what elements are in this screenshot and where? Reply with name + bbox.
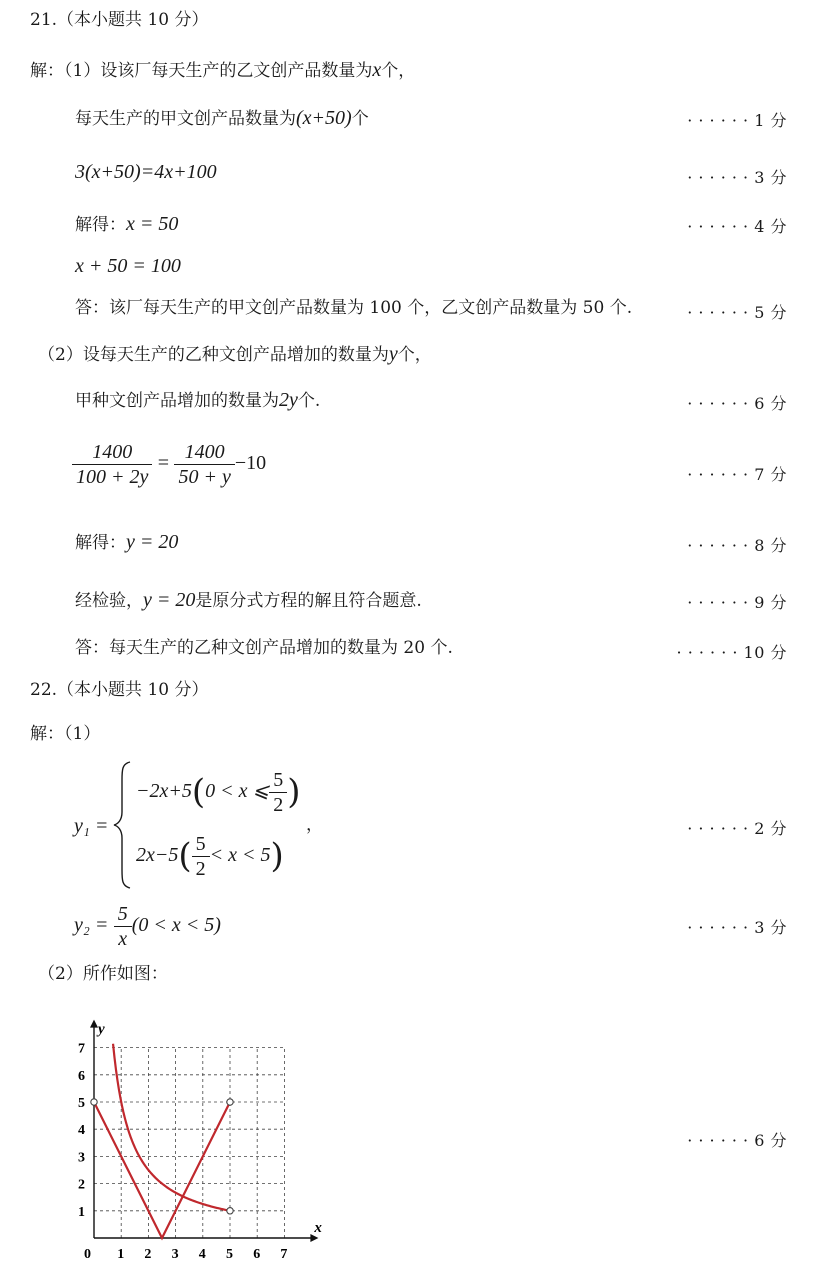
q22-y1-case1-frac-num: 5 [269, 768, 287, 793]
series-y2-open-point-0 [227, 1208, 233, 1214]
q21-part1-intro [30, 58, 415, 82]
q22-part1-intro: 解：（1） [30, 724, 101, 744]
x-tick-label-5: 5 [226, 1247, 233, 1262]
x-tick-label-1: 1 [117, 1247, 125, 1262]
series-y1-line [94, 1102, 230, 1238]
q21-score-3: · · · · · · 3 分 [687, 168, 787, 187]
q22-y1-case2-frac [192, 832, 210, 881]
y-axis-arrow [90, 1020, 98, 1028]
q21-step7-tail: −10 [234, 452, 267, 474]
q22-y1-lhs: y₁ = [74, 815, 109, 837]
q22-part2-intro: （2）所作如图： [38, 964, 168, 984]
q22-y1-comma: ， [306, 815, 323, 835]
q21-step6 [75, 388, 320, 412]
q22-y2-frac [114, 902, 132, 951]
graph-grid [94, 1048, 284, 1238]
q21-step9 [75, 588, 422, 612]
q21-step8 [75, 530, 178, 554]
q22-y1-case2-frac-den: 2 [195, 858, 206, 880]
q21-step3 [75, 212, 178, 236]
q21-step7-equation [72, 440, 266, 489]
x-tick-label-6: 6 [253, 1247, 261, 1262]
q21-step6-text: 甲种文创产品增加的数量为 [75, 391, 279, 411]
q21-step9-post: 是原分式方程的解且符合题意. [195, 591, 422, 611]
q21-step6-var: 2y [279, 389, 298, 411]
q22-y1-case2-expr: 2x−5 [136, 844, 179, 866]
y-tick-label-4: 4 [78, 1123, 85, 1139]
q21-step1-text: 每天生产的甲文创产品数量为 [75, 109, 296, 129]
series-y1-open-point-1 [227, 1099, 233, 1105]
q21-part1-intro-text: 解：（1）设该厂每天生产的乙文创产品数量为 [30, 61, 373, 81]
q21-step1 [75, 106, 369, 130]
q22-y2-frac-num: 5 [114, 902, 132, 927]
q22-y1-case2-frac-num: 5 [192, 832, 210, 857]
y-tick-label-3: 3 [78, 1150, 85, 1166]
series-y1-open-point-0 [91, 1099, 97, 1105]
graph-series [91, 1044, 233, 1238]
q21-step3-expr: x = 50 [126, 213, 179, 235]
q21-step8-label: 解得： [75, 533, 126, 553]
q22-y1-case2-cond: < x < 5 [209, 844, 271, 866]
q21-part2-intro [38, 342, 432, 366]
y-axis-label: y [98, 1021, 105, 1038]
y-tick-label-5: 5 [78, 1096, 85, 1111]
q22-y1-brace [112, 760, 134, 890]
q22-y1-case1-cond: 0 < x ⩽ [205, 780, 270, 802]
q22-y1-case1-lparen: ( [191, 772, 206, 813]
q21-score-10: · · · · · · 10 分 [676, 643, 787, 662]
x-tick-label-0: 0 [84, 1247, 91, 1262]
q22-y1-case1-frac [269, 768, 287, 817]
q21-heading: 21.（本小题共 10 分） [30, 10, 209, 30]
q21-part2-intro-text: （2）设每天生产的乙种文创产品增加的数量为 [38, 345, 389, 365]
q21-part2-intro-end: 个， [397, 345, 432, 365]
q22-y2 [74, 902, 221, 951]
q21-score-7: · · · · · · 7 分 [687, 465, 787, 484]
q21-step8-expr: y = 20 [126, 531, 179, 553]
q21-step7-right-fraction [174, 440, 234, 489]
x-axis-label: x [314, 1220, 322, 1236]
q21-step2-expr: 3(x+50)=4x+100 [75, 161, 217, 183]
q21-step9-pre: 经检验， [75, 591, 143, 611]
q21-answer1: 答：该厂每天生产的甲文创产品数量为 100 个，乙文创产品数量为 50 个. [75, 298, 633, 318]
q22-y2-lhs: y₂ = [74, 914, 109, 936]
q21-part1-intro-end: 个， [381, 61, 416, 81]
q21-score-8: · · · · · · 8 分 [687, 536, 787, 555]
q22-score-2: · · · · · · 2 分 [687, 819, 787, 838]
q22-y1-case1-rparen: ) [287, 772, 301, 813]
q21-step7-right-den: 50 + y [178, 466, 231, 488]
q22-y1-case2-lparen: ( [178, 836, 192, 877]
q21-step7-left-num: 1400 [72, 440, 152, 465]
q22-y2-cond: (0 < x < 5) [131, 914, 221, 936]
q22-heading: 22.（本小题共 10 分） [30, 680, 209, 700]
x-tick-label-7: 7 [280, 1247, 288, 1262]
q21-step9-expr: y = 20 [143, 589, 196, 611]
q21-step7-equals: = [157, 452, 170, 474]
graph-axes [90, 1020, 318, 1242]
q22-y1-case1-frac-den: 2 [273, 794, 284, 816]
q22-y1-case2-rparen: ) [270, 836, 284, 877]
q21-step7-right-num: 1400 [174, 440, 234, 465]
q21-step4-expr: x + 50 = 100 [75, 255, 181, 277]
q22-y1-case2 [136, 832, 284, 881]
q21-part1-var: x [372, 59, 382, 81]
q22-y1-case1-expr: −2x+5 [136, 780, 192, 802]
q21-step6-end: 个. [297, 391, 321, 411]
q21-score-5: · · · · · · 5 分 [687, 303, 787, 322]
q21-step1-end: 个 [351, 109, 369, 129]
q21-score-1: · · · · · · 1 分 [687, 111, 787, 130]
q22-y1-case1 [136, 768, 301, 817]
x-tick-label-4: 4 [198, 1247, 206, 1262]
q22-graph [70, 1010, 340, 1265]
q21-step7-left-fraction [72, 440, 152, 489]
q21-answer2: 答：每天生产的乙种文创产品增加的数量为 20 个. [75, 638, 453, 658]
q22-score-3: · · · · · · 3 分 [687, 918, 787, 937]
x-tick-label-2: 2 [144, 1247, 152, 1262]
series-y2-line [113, 1044, 230, 1211]
y-tick-label-6: 6 [78, 1068, 85, 1084]
q22-y2-frac-den: x [118, 928, 128, 950]
q21-step3-label: 解得： [75, 215, 126, 235]
q21-part2-var: y [388, 343, 398, 365]
q21-step7-left-den: 100 + 2y [76, 466, 149, 488]
q21-score-6: · · · · · · 6 分 [687, 394, 787, 413]
q21-score-4: · · · · · · 4 分 [687, 217, 787, 236]
y-tick-label-1: 1 [78, 1204, 85, 1220]
y-tick-label-7: 7 [78, 1041, 85, 1057]
q21-step1-expr: (x+50) [296, 107, 352, 129]
y-tick-label-2: 2 [78, 1177, 85, 1193]
q21-score-9: · · · · · · 9 分 [687, 593, 787, 612]
x-tick-label-3: 3 [171, 1247, 179, 1262]
q22-score-6: · · · · · · 6 分 [687, 1131, 787, 1150]
